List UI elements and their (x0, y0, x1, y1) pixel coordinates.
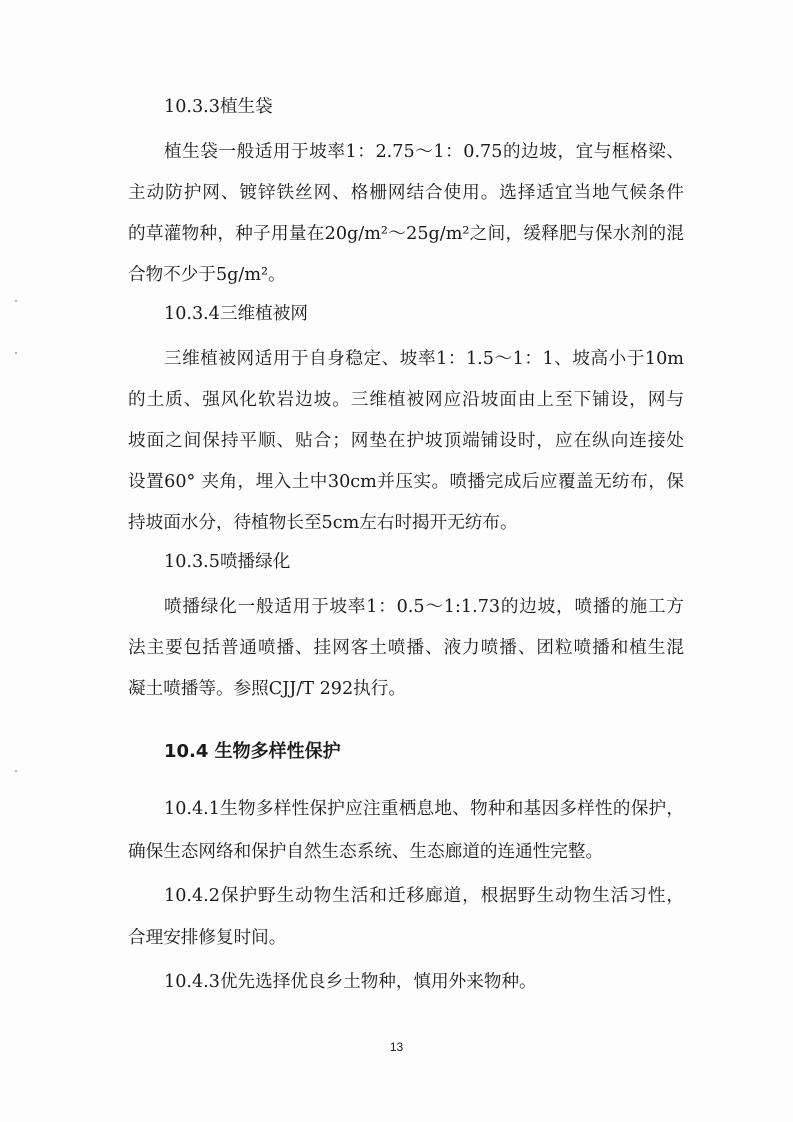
paragraph-line: 10.4.2保护野生动物生活和迁移廊道，根据野生动物生活习性， (164, 886, 684, 906)
scan-mark (15, 770, 17, 772)
paragraph-line: 的土质、强风化软岩边坡。三维植被网应沿坡面由上至下铺设，网与 (128, 390, 684, 410)
paragraph-line: 主动防护网、镀锌铁丝网、格栅网结合使用。选择适宜当地气候条件 (128, 183, 684, 203)
paragraph-line: 合理安排修复时间。 (128, 928, 287, 948)
paragraph-line: 法主要包括普通喷播、挂网客土喷播、液力喷播、团粒喷播和植生混 (128, 638, 684, 658)
section-title-10-4: 10.4 生物多样性保护 (164, 741, 341, 762)
paragraph-line: 确保生态网络和保护自然生态系统、生态廊道的连通性完整。 (128, 842, 604, 862)
paragraph-line: 合物不少于5g/m²。 (128, 265, 286, 285)
paragraph-line: 三维植被网适用于自身稳定、坡率1：1.5～1：1、坡高小于10m (164, 349, 684, 369)
paragraph-line: 植生袋一般适用于坡率1：2.75～1：0.75的边坡，宜与框格梁、 (164, 142, 684, 162)
paragraph-line: 10.4.3优先选择优良乡土物种，慎用外来物种。 (164, 972, 537, 992)
page-number: 13 (389, 1040, 404, 1054)
paragraph-line: 凝土喷播等。参照CJJ/T 292执行。 (128, 679, 406, 699)
section-heading-10-3-3: 10.3.3植生袋 (164, 97, 273, 117)
paragraph-line: 持坡面水分，待植物长至5cm左右时揭开无纺布。 (128, 513, 518, 533)
paragraph-line: 设置60° 夹角，埋入土中30cm并压实。喷播完成后应覆盖无纺布，保 (128, 472, 684, 492)
scan-mark (15, 300, 17, 302)
section-heading-10-3-4: 10.3.4三维植被网 (164, 304, 308, 324)
paragraph-line: 喷播绿化一般适用于坡率1：0.5～1:1.73的边坡，喷播的施工方 (164, 597, 684, 617)
paragraph-line: 的草灌物种，种子用量在20g/m²～25g/m²之间，缓释肥与保水剂的混 (128, 224, 684, 244)
section-heading-10-3-5: 10.3.5喷播绿化 (164, 552, 291, 572)
paragraph-line: 10.4.1生物多样性保护应注重栖息地、物种和基因多样性的保护， (164, 799, 684, 819)
paragraph-line: 坡面之间保持平顺、贴合；网垫在护坡顶端铺设时，应在纵向连接处 (128, 431, 684, 451)
scan-mark (15, 352, 17, 354)
